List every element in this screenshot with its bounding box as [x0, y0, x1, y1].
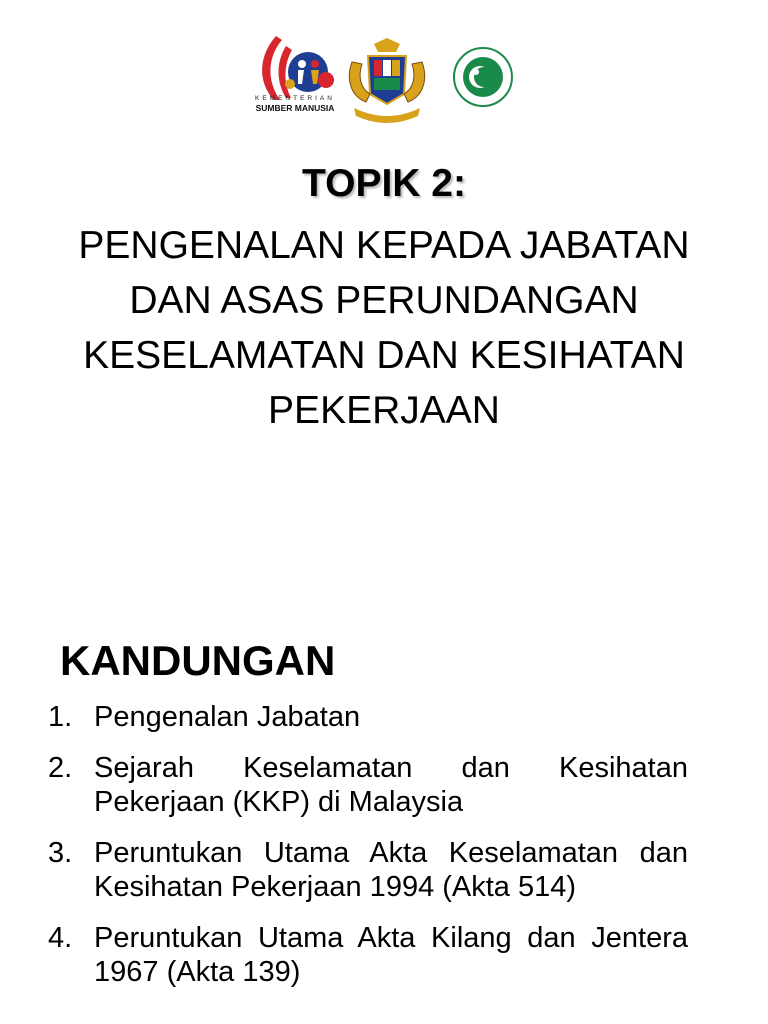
- contents-heading: KANDUNGAN: [60, 637, 336, 684]
- item-number: 4.: [48, 922, 73, 954]
- contents-item: [48, 751, 688, 819]
- item-text: Peruntukan Utama Akta Kilang dan Jentera 1967 (Akta 139): [94, 922, 688, 988]
- coat-of-arms-icon: [344, 38, 430, 128]
- title-block: [0, 158, 768, 438]
- ministry-caption-line1: KEMENTERIAN: [255, 95, 335, 102]
- item-number: 2.: [48, 752, 73, 784]
- contents-item: [48, 700, 688, 734]
- item-text: Peruntukan Utama Akta Keselamatan dan Kesihatan Pekerjaan 1994 (Akta 514): [94, 837, 688, 903]
- item-number: 1.: [48, 701, 73, 733]
- item-text: Pengenalan Jabatan: [94, 701, 361, 733]
- item-text: Sejarah Keselamatan dan Kesihatan Pekerjaan (KKP) di Malaysia: [94, 752, 688, 818]
- contents-list: [48, 700, 688, 989]
- seal-logo-icon: [452, 46, 514, 108]
- logo-strip: [240, 18, 530, 118]
- ministry-caption-line2: SUMBER MANUSIA: [255, 102, 335, 113]
- contents-section: [48, 632, 688, 1006]
- contents-item: [48, 836, 688, 904]
- contents-item: [48, 921, 688, 989]
- item-number: 3.: [48, 837, 73, 869]
- ministry-caption: [240, 96, 350, 112]
- topic-title: TOPIK 2:: [302, 162, 466, 205]
- topic-subtitle: PENGENALAN KEPADA JABATAN DAN ASAS PERUNDANGAN KESELAMATAN DAN KESIHATAN PEKERJAAN: [78, 224, 690, 432]
